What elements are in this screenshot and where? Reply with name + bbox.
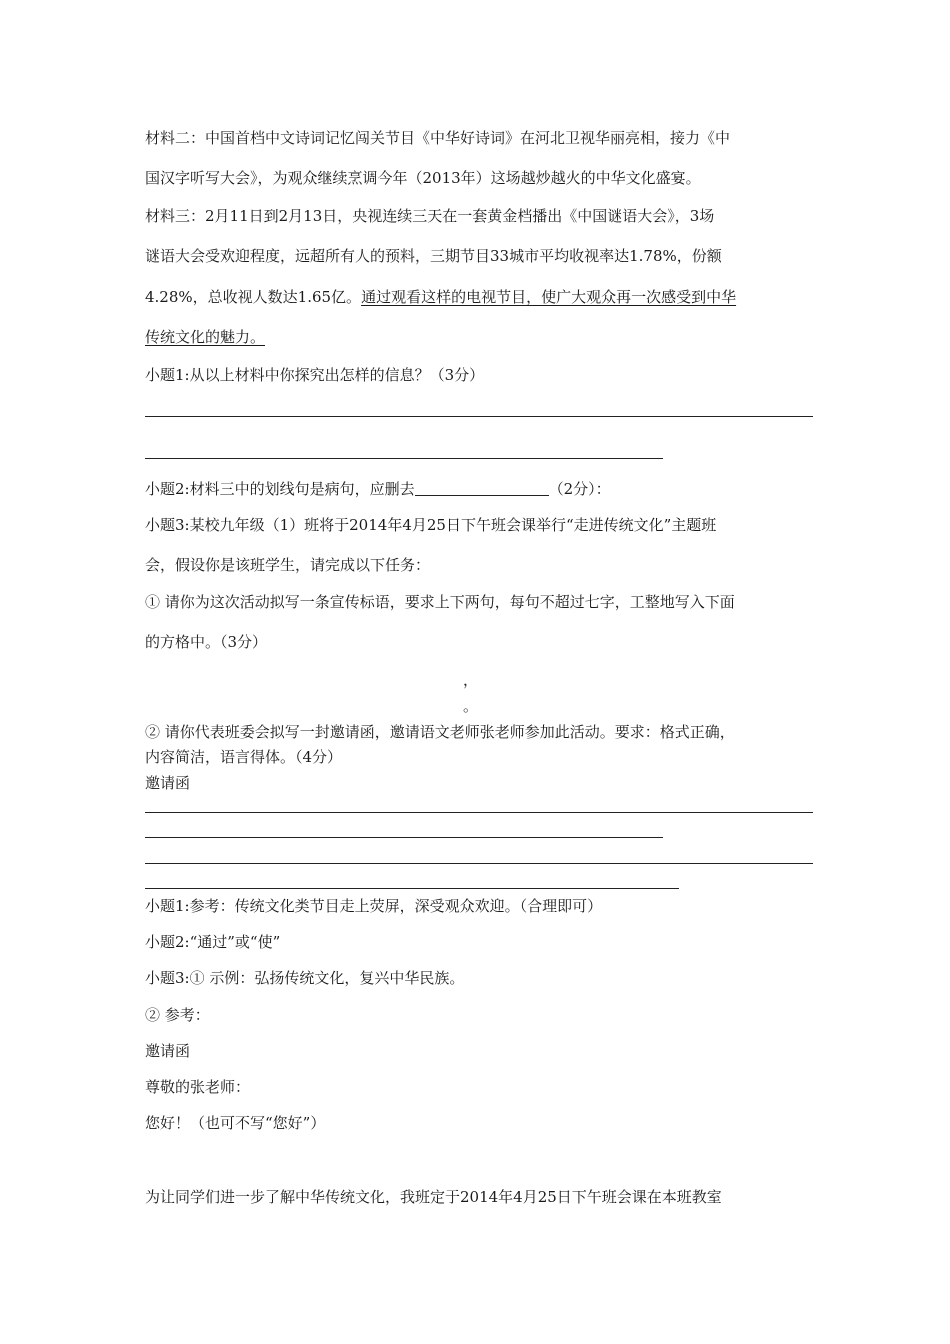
material-3-plain-text: 4.28%，总收视人数达1.65亿。 <box>145 288 362 306</box>
question-3-line-2: 会，假设你是该班学生，请完成以下任务： <box>145 556 431 574</box>
material-3-line-3 <box>145 287 736 307</box>
material-3-line-4: 传统文化的魅力。 <box>145 328 266 346</box>
fill-in-blank[interactable] <box>415 481 549 496</box>
question-2 <box>145 479 611 499</box>
material-3-line-2: 谜语大会受欢迎程度，远超所有人的预料，三期节目33城市平均收视率达1.78%，份额 <box>145 247 722 265</box>
question-2-score: （2分）： <box>548 480 611 498</box>
letter-body-line-1: 为让同学们进一步了解中华传统文化，我班定于2014年4月25日下午班会课在本班教室 <box>145 1188 722 1206</box>
task-2-line-2: 内容简洁，语言得体。（4分） <box>145 748 343 766</box>
material-2-line-2: 国汉字听写大会》，为观众继续烹调今年（2013年）这场越炒越火的中华文化盛宴。 <box>145 169 701 187</box>
slogan-period: 。 <box>463 697 479 715</box>
answer-1: 小题1:参考：传统文化类节目走上荧屏，深受观众欢迎。（合理即可） <box>145 897 603 915</box>
answer-line <box>145 416 813 417</box>
answer-line <box>145 812 813 813</box>
answer-line <box>145 863 813 864</box>
answer-3: 小题3:① 示例：弘扬传统文化，复兴中华民族。 <box>145 969 465 987</box>
task-2-line-1: ② 请你代表班委会拟写一封邀请函，邀请语文老师张老师参加此活动。要求：格式正确， <box>145 723 735 741</box>
slogan-comma: ， <box>463 671 479 689</box>
answer-line <box>145 837 663 838</box>
answer-line <box>145 888 679 889</box>
invitation-heading: 邀请函 <box>145 774 191 792</box>
answer-2: 小题2:“通过”或“使” <box>145 933 281 951</box>
task-1-line-1: ① 请你为这次活动拟写一条宣传标语，要求上下两句，每句不超过七字，工整地写入下面 <box>145 593 735 611</box>
answer-line <box>145 458 663 459</box>
letter-title: 邀请函 <box>145 1042 191 1060</box>
material-3-line-1: 材料三：2月11日到2月13日，央视连续三天在一套黄金档播出《中国谜语大会》，3场 <box>145 207 715 225</box>
question-3-line-1: 小题3:某校九年级（1）班将于2014年4月25日下午班会课举行“走进传统文化”主题班 <box>145 516 717 534</box>
task-1-line-2: 的方格中。（3分） <box>145 633 268 651</box>
letter-greeting: 您好！（也可不写“您好”） <box>145 1114 326 1132</box>
question-1: 小题1:从以上材料中你探究出怎样的信息？（3分） <box>145 366 485 384</box>
material-2-line-1: 材料二：中国首档中文诗词记忆闯关节目《中华好诗词》在河北卫视华丽亮相，接力《中 <box>145 129 731 147</box>
answer-3-reference: ② 参考： <box>145 1006 210 1024</box>
letter-salutation: 尊敬的张老师： <box>145 1078 251 1096</box>
underlined-sentence-part-1: 通过观看这样的电视节目，使广大观众再一次感受到中华 <box>361 288 737 306</box>
question-2-text: 小题2:材料三中的划线句是病句，应删去 <box>145 480 415 498</box>
